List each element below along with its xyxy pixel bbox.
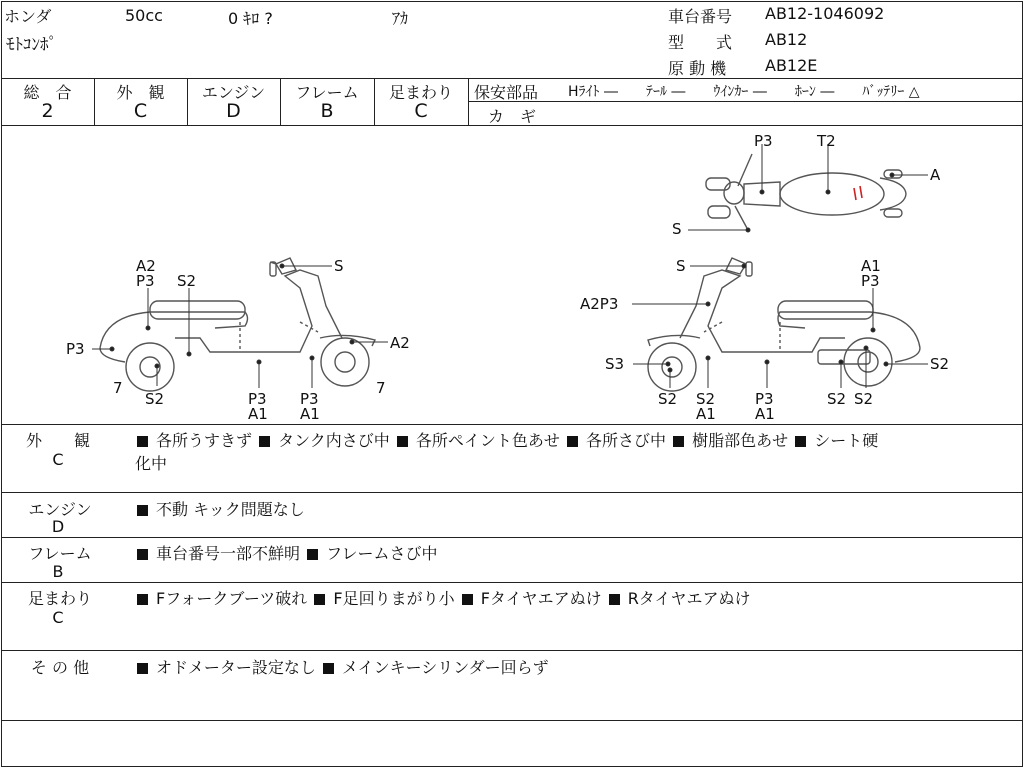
divider <box>1 720 1022 721</box>
note-exterior-items: 各所うすきず タンク内さび中 各所ペイント色あせ 各所さび中 樹脂部色あせ シート硬 <box>135 428 878 451</box>
left-label-p3: P3 <box>136 272 155 290</box>
grade-engine-label: エンジン <box>201 83 266 102</box>
red-damage-mark <box>854 186 862 200</box>
grade-exterior-label: 外 観 <box>116 83 165 102</box>
grade-overall-label: 総 合 <box>23 83 72 102</box>
left-label-a1-floor: A1 <box>248 405 268 423</box>
engine-value: AB12E <box>765 56 818 75</box>
right-label-p3: P3 <box>861 272 880 290</box>
grade-engine-value: D <box>226 100 241 122</box>
top-label-p3: P3 <box>754 132 773 150</box>
safety-parts-label: 保安部品 <box>474 83 539 102</box>
divider <box>1 424 1022 425</box>
right-label-a1-floor: A1 <box>755 405 775 423</box>
grade-frame-value: B <box>320 100 334 122</box>
type-label: 型 式 <box>668 33 733 52</box>
safety-parts-items: Hﾗｲﾄ ― ﾃｰﾙ ― ｳｲﾝｶｰ ― ﾎｰﾝ ― ﾊﾞｯﾃﾘｰ △ <box>568 84 920 100</box>
right-label-s2-body: S2 <box>827 390 847 408</box>
right-label-a1: A1 <box>861 257 881 275</box>
grade-suspension-label: 足まわり <box>388 83 453 102</box>
maker: ホンダ <box>4 7 52 26</box>
note-suspension-items: Fフォークブーツ破れ F足回りまがり小 Fタイヤエアぬけ Rタイヤエアぬけ <box>135 586 751 609</box>
left-label-7-rear: 7 <box>376 379 386 397</box>
divider <box>1 650 1022 651</box>
left-label-p3-body: P3 <box>300 390 319 408</box>
right-label-s2-front: S2 <box>696 390 716 408</box>
grade-suspension-value: C <box>414 100 428 122</box>
note-frame-category: フレーム <box>28 544 92 563</box>
note-other-items: オドメーター設定なし メインキーシリンダー回らず <box>135 655 549 678</box>
note-suspension-grade: C <box>52 608 64 627</box>
left-label-p3-floor: P3 <box>248 390 267 408</box>
right-label-s3: S3 <box>605 355 625 373</box>
left-label-a2: A2 <box>136 257 156 275</box>
note-suspension-category: 足まわり <box>27 589 92 608</box>
note-engine-items: 不動 キック問題なし <box>135 497 305 520</box>
note-frame-items: 車台番号一部不鮮明 フレームさび中 <box>135 541 437 564</box>
right-label-a2p3: A2P3 <box>580 295 619 313</box>
note-engine-grade: D <box>51 517 65 536</box>
left-label-s: S <box>334 257 344 275</box>
right-label-s: S <box>676 257 686 275</box>
left-label-p3-front: P3 <box>66 340 85 358</box>
right-label-s2-rear: S2 <box>854 390 874 408</box>
divider <box>1 492 1022 493</box>
type-value: AB12 <box>765 30 808 49</box>
note-other-category: そ の 他 <box>30 658 90 677</box>
frame-no-label: 車台番号 <box>668 7 733 26</box>
right-label-a1-front: A1 <box>696 405 716 423</box>
color: ｱｶ <box>392 9 409 28</box>
grade-frame-label: フレーム <box>295 83 359 102</box>
displacement: 50cc <box>125 6 163 25</box>
note-exterior-continuation: 化中 <box>135 454 168 473</box>
top-label-a: A <box>930 166 941 184</box>
right-label-s2-wheel: S2 <box>658 390 678 408</box>
left-label-s2: S2 <box>177 272 197 290</box>
right-label-s2-wheel-rear: S2 <box>930 355 950 373</box>
damage-diagram <box>0 126 1024 424</box>
note-exterior-category: 外 観 <box>25 431 90 450</box>
note-frame-grade: B <box>52 562 64 581</box>
top-label-s: S <box>672 220 682 238</box>
note-exterior-grade: C <box>52 450 64 469</box>
left-label-s2-wheel: S2 <box>145 390 165 408</box>
left-label-7-front: 7 <box>113 379 123 397</box>
right-label-p3-floor: P3 <box>755 390 774 408</box>
divider <box>1 582 1022 583</box>
key-label: カ ギ <box>488 107 537 126</box>
divider <box>468 78 469 125</box>
scooter-top-view <box>706 154 906 230</box>
model-name: ﾓﾄｺﾝﾎﾟ <box>6 35 57 55</box>
left-label-a1-body: A1 <box>300 405 320 423</box>
grade-exterior-value: C <box>133 100 148 122</box>
engine-label: 原 動 機 <box>668 59 727 78</box>
divider <box>468 101 1022 102</box>
note-engine-category: エンジン <box>28 500 92 519</box>
divider <box>1 78 1022 79</box>
top-label-t2: T2 <box>817 132 836 150</box>
grade-overall-value: 2 <box>41 100 54 122</box>
mileage: 0 ｷﾛ ? <box>228 9 273 28</box>
frame-no: AB12-1046092 <box>765 4 885 23</box>
left-label-a2-rear: A2 <box>390 334 410 352</box>
divider <box>1 537 1022 538</box>
